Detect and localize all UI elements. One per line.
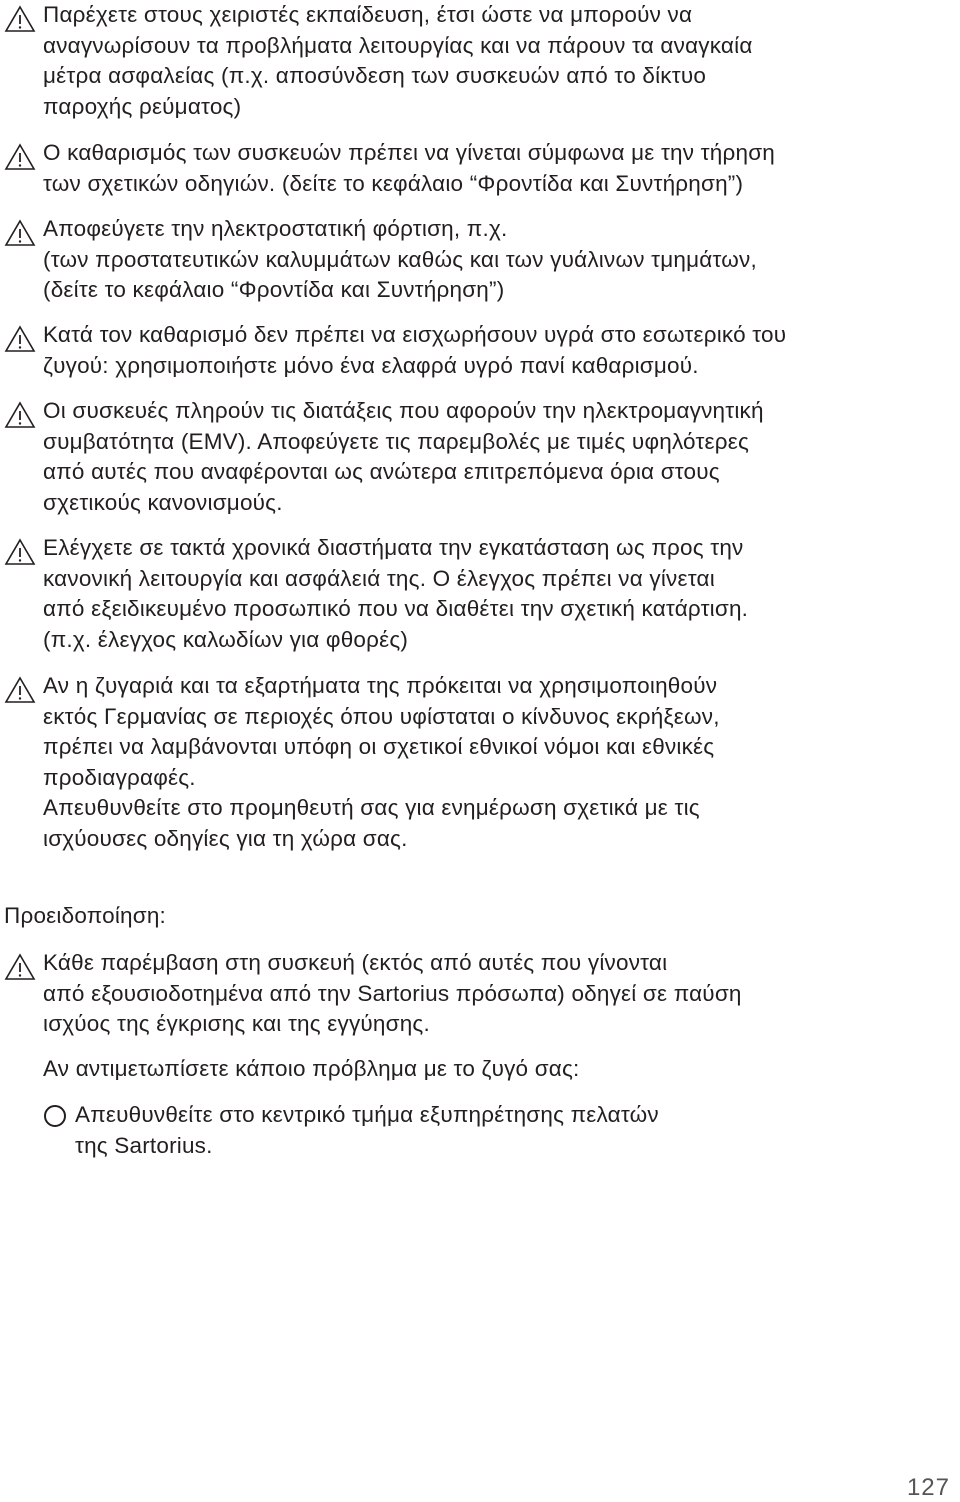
text-line: ισχύουσες οδηγίες για τη χώρα σας.	[43, 825, 408, 851]
text-line: από εξειδικευμένο προσωπικό που να διαθέτει την σχετική κατάρτιση.	[43, 596, 749, 621]
safety-note-text	[43, 320, 952, 381]
warning-triangle-icon	[4, 675, 36, 705]
page-number: 127	[906, 1474, 950, 1501]
safety-note-text	[43, 396, 952, 518]
text-line: (δείτε το κεφάλαιο “Φροντίδα και Συντήρηση”)	[43, 277, 505, 302]
text-line: συμβατότητα (EMV). Αποφεύγετε τις παρεμβολές με τιμές υφηλότερες	[43, 428, 750, 454]
problem-intro	[0, 1054, 952, 1085]
text-line: Οι συσκευές πληρούν τις διατάξεις που αφορούν την ηλεκτρομαγνητική	[43, 398, 764, 423]
text-line: Ελέγχετε σε τακτά χρονικά διαστήματα την εγκατάσταση ως προς την	[43, 535, 744, 560]
text-line: Απευθυνθείτε στο κεντρικό τμήμα εξυπηρέτησης πελατών	[75, 1102, 659, 1127]
text-line: Κάθε παρέμβαση στη συσκευή (εκτός από αυτές που γίνονται	[43, 950, 668, 975]
text-line: παροχής ρεύματος)	[43, 93, 242, 119]
safety-note-3	[0, 214, 952, 306]
text-line: Παρέχετε στους χειριστές εκπαίδευση, έτσι ώστε να μπορούν να	[43, 2, 693, 27]
text-line: Αποφεύγετε την ηλεκτροστατική φόρτιση, π.χ.	[43, 216, 508, 241]
safety-note-text	[43, 0, 952, 122]
text-line: προδιαγραφές.	[43, 764, 196, 790]
safety-note-2	[0, 138, 952, 199]
warning-triangle-icon	[4, 537, 36, 567]
warning-triangle-icon	[4, 324, 36, 354]
text-line: πρέπει να λαμβάνονται υπόφη οι σχετικοί εθνικοί νόμοι και εθνικές	[43, 734, 715, 759]
text-line: Κατά τον καθαρισμό δεν πρέπει να εισχωρήσουν υγρά στο εσωτερικό του	[43, 322, 787, 347]
warning-triangle-icon	[4, 952, 36, 982]
warning-triangle-icon	[4, 4, 36, 34]
safety-note-6	[0, 533, 952, 655]
text-line: των σχετικών οδηγιών. (δείτε το κεφάλαιο “Φροντίδα και Συντήρηση”)	[43, 170, 744, 196]
safety-note-text	[43, 671, 952, 854]
text-line: ισχύος της έγκρισης και της εγγύησης.	[43, 1011, 430, 1036]
warning-heading: Προειδοποίηση:	[4, 903, 166, 928]
safety-note-7	[0, 671, 952, 854]
safety-note-4	[0, 320, 952, 381]
circle-bullet-icon	[44, 1105, 66, 1127]
safety-note-1	[0, 0, 952, 122]
warranty-warning	[0, 948, 952, 1040]
text-line: (των προστατευτικών καλυμμάτων καθώς και των γυάλινων τμημάτων,	[43, 246, 757, 272]
warning-triangle-icon	[4, 218, 36, 248]
warning-triangle-icon	[4, 400, 36, 430]
action-item	[0, 1100, 952, 1161]
text-line: αναγνωρίσουν τα προβλήματα λειτουργίας και να πάρουν τα αναγκαία	[43, 32, 753, 58]
text-line: (π.χ. έλεγχος καλωδίων για φθορές)	[43, 626, 409, 652]
safety-note-5	[0, 396, 952, 518]
text-line: ζυγού: χρησιμοποιήστε μόνο ένα ελαφρά υγρό πανί καθαρισμού.	[43, 352, 699, 378]
text-line: Απευθυνθείτε στο προμηθευτή σας για ενημέρωση σχετικά με τις	[43, 795, 700, 820]
warning-triangle-icon	[4, 142, 36, 172]
safety-note-text	[43, 214, 952, 306]
text-line: Αν η ζυγαριά και τα εξαρτήματα της πρόκειται να χρησιμοποιηθούν	[43, 673, 718, 698]
text-line: Ο καθαρισμός των συσκευών πρέπει να γίνεται σύμφωνα με την τήρηση	[43, 140, 775, 165]
warranty-warning-text	[43, 948, 952, 1040]
text-line: εκτός Γερμανίας σε περιοχές όπου υφίσταται ο κίνδυνος εκρήξεων,	[43, 703, 720, 729]
problem-intro-text: Αν αντιμετωπίσετε κάποιο πρόβλημα με το ζυγό σας:	[43, 1056, 580, 1081]
safety-note-text	[43, 533, 952, 655]
text-line: σχετικούς κανονισμούς.	[43, 489, 283, 515]
action-item-text	[75, 1100, 952, 1161]
safety-note-text	[43, 138, 952, 199]
text-line: από εξουσιοδοτημένα από την Sartorius πρόσωπα) οδηγεί σε παύση	[43, 980, 742, 1006]
text-line: από αυτές που αναφέρονται ως ανώτερα επιτρεπόμενα όρια στους	[43, 459, 720, 484]
text-line: μέτρα ασφαλείας (π.χ. αποσύνδεση των συσκευών από το δίκτυο	[43, 63, 707, 88]
text-line: κανονική λειτουργία και ασφάλειά της. Ο έλεγχος πρέπει να γίνεται	[43, 565, 715, 591]
text-line: της Sartorius.	[75, 1132, 213, 1158]
